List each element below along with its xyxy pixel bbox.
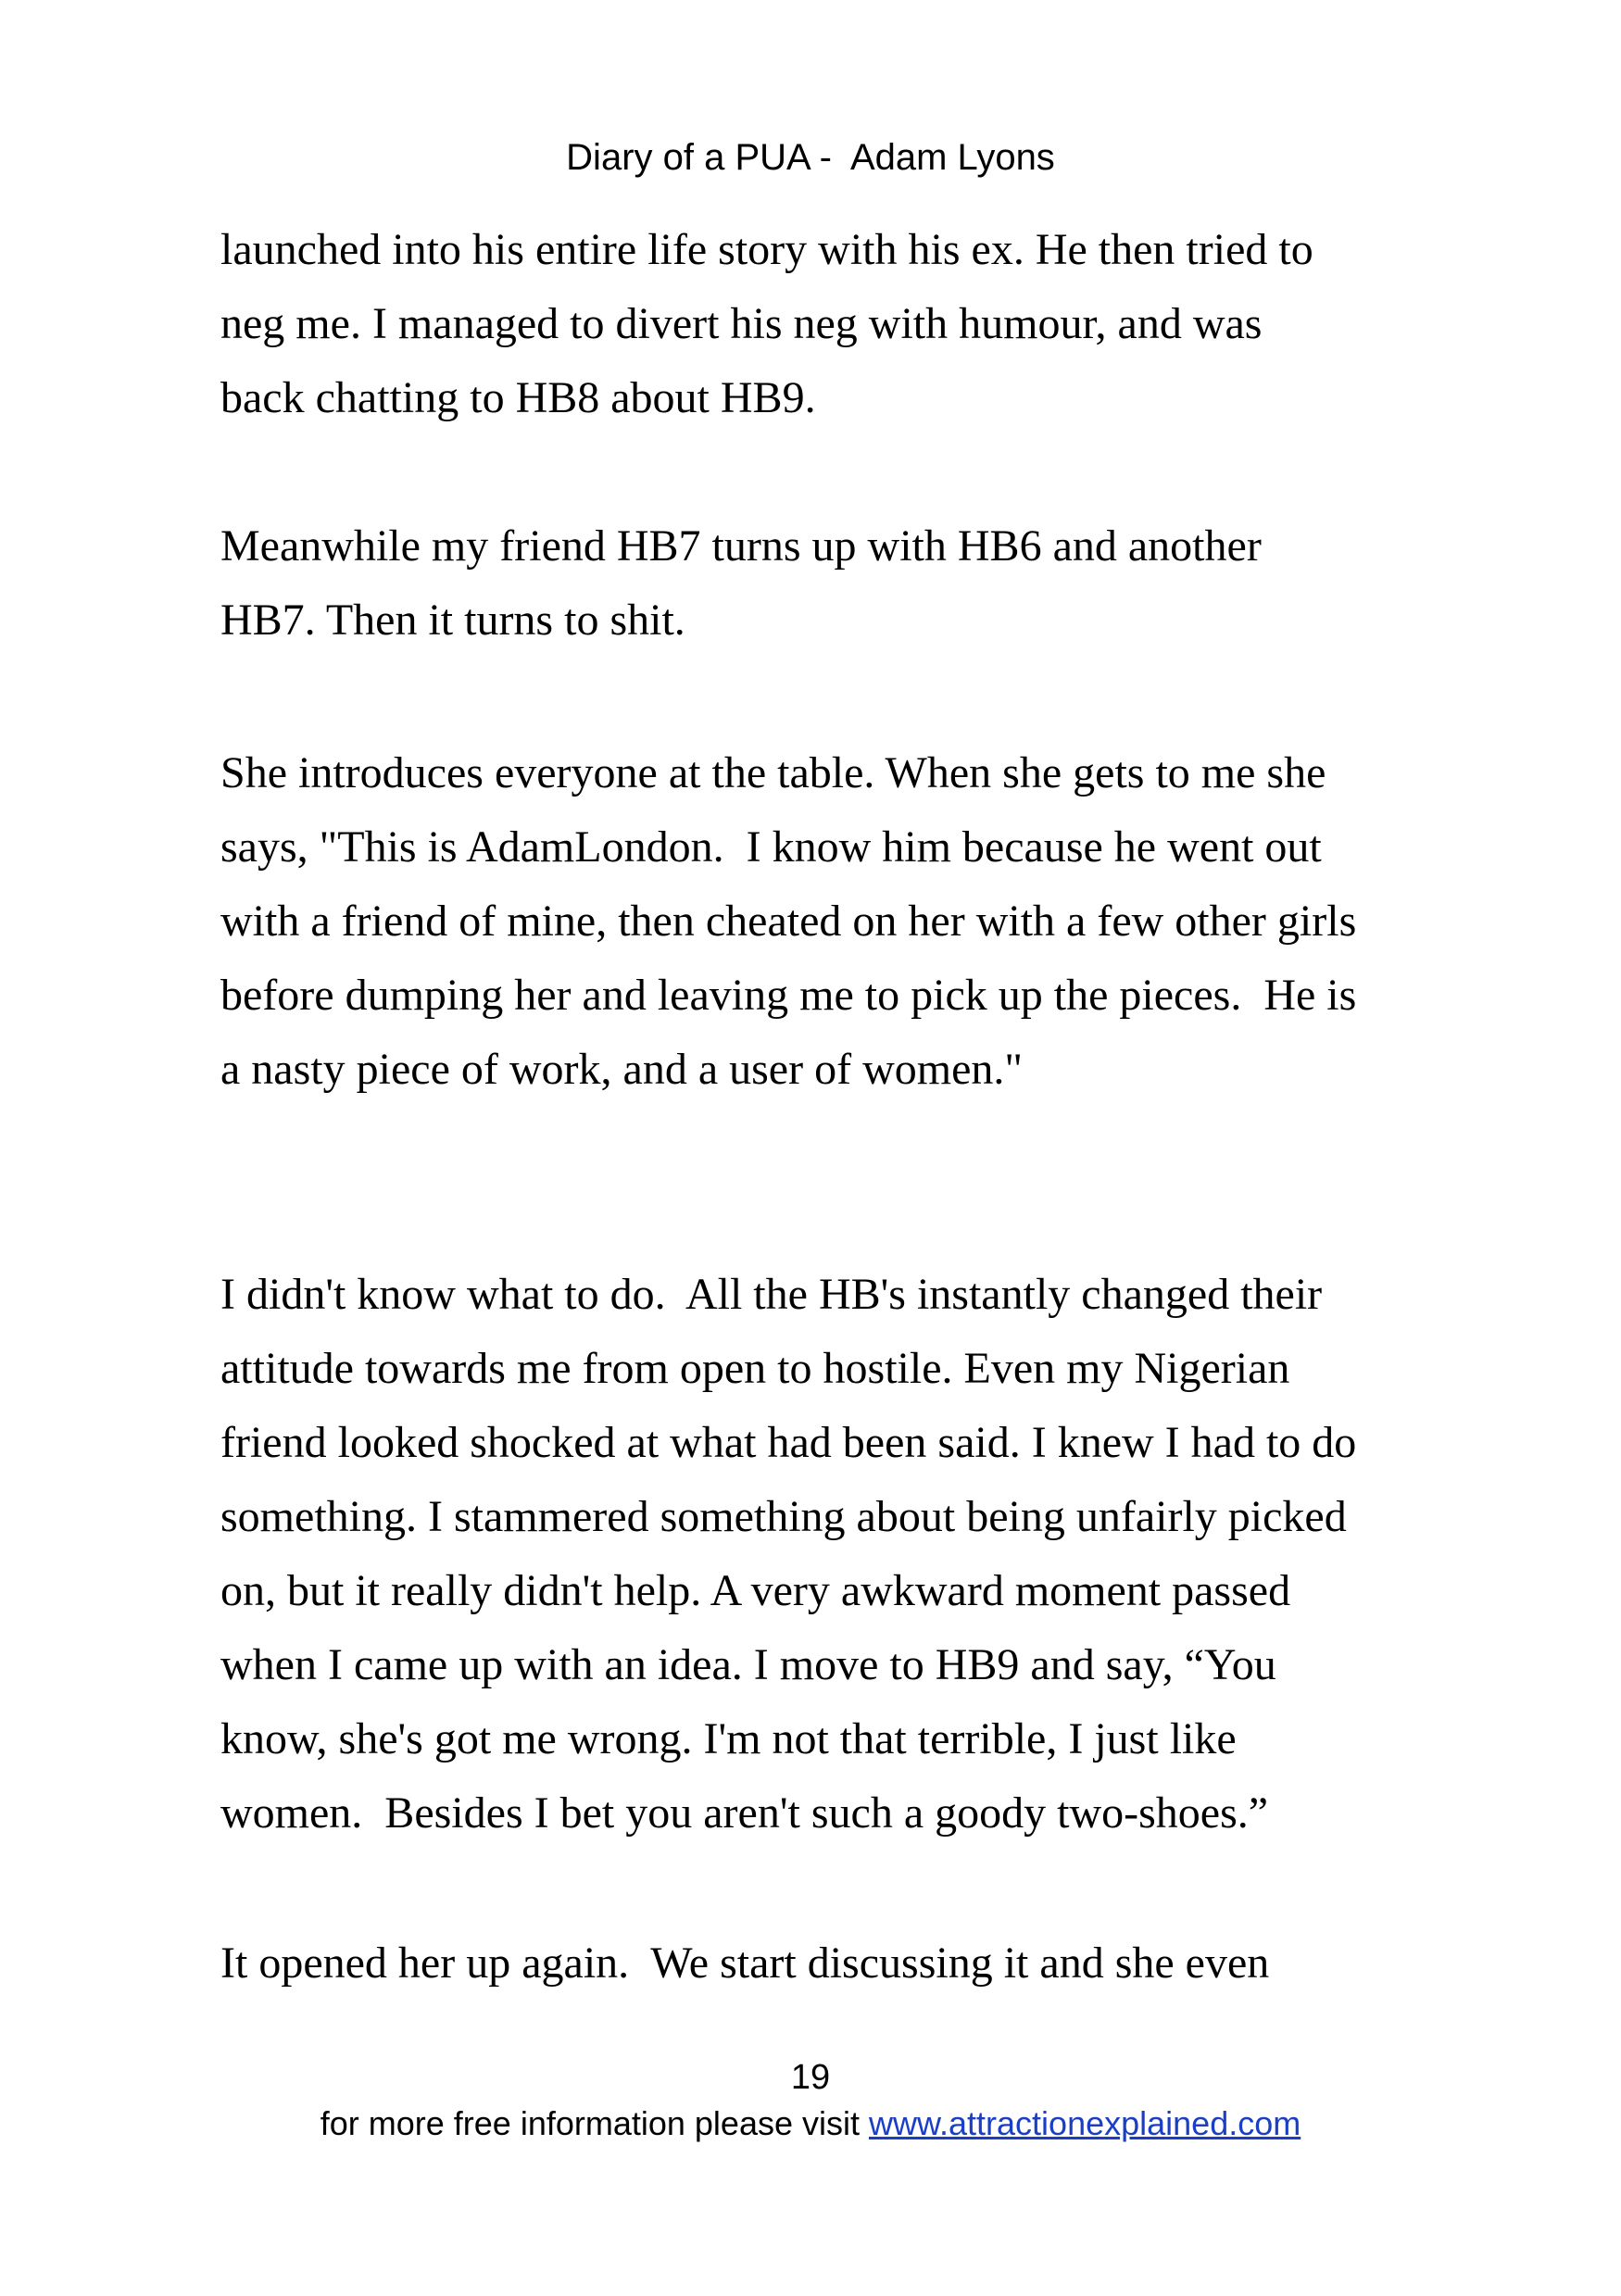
text-line: It opened her up again. We start discussing it and she even — [220, 1938, 1270, 1988]
text-line: Meanwhile my friend HB7 turns up with HB6 and another — [220, 521, 1262, 571]
footer — [0, 2104, 1621, 2143]
paragraph-4 — [220, 1258, 1443, 1851]
paragraph-3 — [220, 736, 1443, 1107]
text-line: She introduces everyone at the table. When she gets to me she — [220, 748, 1326, 797]
text-line: with a friend of mine, then cheated on her with a few other girls — [220, 897, 1357, 946]
paragraph-2 — [220, 509, 1443, 658]
text-line: launched into his entire life story with his ex. He then tried to — [220, 225, 1313, 274]
text-line: friend looked shocked at what had been said. I knew I had to do — [220, 1418, 1357, 1467]
footer-text: for more free information please visit — [320, 2104, 869, 2142]
text-line: back chatting to HB8 about HB9. — [220, 373, 816, 422]
text-line: know, she's got me wrong. I'm not that terrible, I just like — [220, 1714, 1237, 1763]
text-line: says, "This is AdamLondon. I know him because he went out — [220, 822, 1322, 872]
text-line: I didn't know what to do. All the HB's instantly changed their — [220, 1270, 1323, 1319]
text-line: women. Besides I bet you aren't such a goody two-shoes.” — [220, 1788, 1269, 1838]
paragraph-5 — [220, 1926, 1443, 2001]
website-link[interactable]: www.attractionexplained.com — [869, 2104, 1301, 2142]
text-line: when I came up with an idea. I move to HB9 and say, “You — [220, 1640, 1276, 1689]
page-number: 19 — [790, 2058, 831, 2097]
text-line: something. I stammered something about being unfairly picked — [220, 1492, 1347, 1541]
text-line: attitude towards me from open to hostile. Even my Nigerian — [220, 1344, 1290, 1393]
text-line: a nasty piece of work, and a user of women." — [220, 1045, 1023, 1094]
text-line: on, but it really didn't help. A very awkward moment passed — [220, 1566, 1291, 1615]
text-line: before dumping her and leaving me to pick up the pieces. He is — [220, 971, 1357, 1020]
paragraph-1 — [220, 213, 1443, 435]
text-line: neg me. I managed to divert his neg with humour, and was — [220, 299, 1263, 348]
text-line: HB7. Then it turns to shit. — [220, 596, 685, 645]
page-header: Diary of a PUA - Adam Lyons — [566, 137, 1055, 178]
